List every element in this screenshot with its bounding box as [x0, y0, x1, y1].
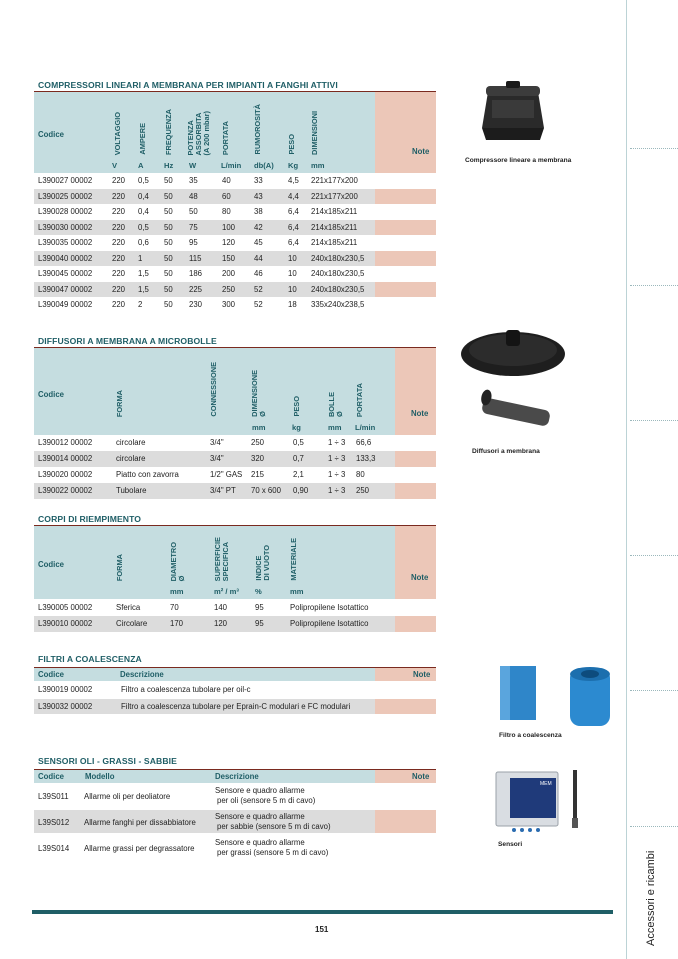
table-row: L390028 00002 220 0,4 50 50 80 38 6,4 214x185x211 — [38, 207, 358, 216]
svg-text:MEM: MEM — [540, 781, 552, 787]
table-row: L39S014 Allarme grassi per degrassatore Sensore e quadro allarme per grassi (sensore 5 m di cavo) — [38, 838, 329, 857]
header-potenza: POTENZA ASSORBITA (A 200 mbar) — [186, 110, 211, 155]
compressori-title: COMPRESSORI LINEARI A MEMBRANA PER IMPIANTI A FANGHI ATTIVI — [38, 80, 338, 90]
header-note: Note — [412, 147, 430, 156]
table-row: L39S011 Allarme oli per deoliatore Sensore e quadro allarme per oli (sensore 5 m di cavo) — [38, 786, 316, 805]
sensori-header: Codice Modello Descrizione Note — [34, 769, 436, 783]
header-rumorosita: RUMOROSITÀ — [253, 104, 262, 155]
table-row: L390040 00002 220 1 50 115 150 44 10 240x180x230,5 — [34, 251, 436, 267]
header-peso: PESO — [287, 134, 296, 155]
table-row: L390025 00002 220 0,4 50 48 60 43 4,4 221x177x200 — [34, 189, 436, 205]
header-codice: Codice — [38, 130, 64, 139]
sensor-image — [494, 768, 584, 834]
compressori-units: V A Hz W L/min db(A) Kg mm — [34, 159, 436, 173]
table-row: L390045 00002 220 1,5 50 186 200 46 10 240x180x230,5 — [38, 269, 365, 278]
compressor-image — [478, 78, 548, 148]
table-row: L390035 00002 220 0,6 50 95 120 45 6,4 214x185x211 — [38, 238, 358, 247]
table-row: L390014 00002 circolare 3/4" 320 0,7 1 ÷ 3 133,3 — [34, 451, 436, 467]
filtri-title: FILTRI A COALESCENZA — [38, 654, 142, 664]
header-ampere: AMPERE — [138, 123, 147, 155]
header-voltaggio: VOLTAGGIO — [113, 111, 122, 155]
table-row: L390010 00002 Circolare 170 120 95 Polipropilene Isotattico — [34, 616, 436, 632]
filtri-header: Codice Descrizione Note — [34, 667, 436, 681]
table-row: L39S012 Allarme fanghi per dissabbiatore Sensore e quadro allarme per sabbie (sensore 5 m di cavo) — [34, 810, 436, 833]
table-row: L390005 00002 Sferica 70 140 95 Polipropilene Isotattico — [38, 603, 369, 612]
header-frequenza: FREQUENZA — [164, 109, 173, 155]
table-row: L390049 00002 220 2 50 230 300 52 18 335x240x238,5 — [38, 300, 365, 309]
table-row: L390012 00002 circolare 3/4" 250 0,5 1 ÷ 3 66,6 — [38, 438, 372, 447]
sensori-title: SENSORI OLI - GRASSI - SABBIE — [38, 756, 177, 766]
diffusori-caption: Diffusori a membrana — [472, 448, 540, 455]
diffusori-units: mm kg mm L/min — [34, 421, 436, 435]
sensori-caption: Sensori — [498, 841, 523, 848]
header-dimensioni: DIMENSIONI — [310, 111, 319, 155]
compressori-caption: Compressore lineare a membrana — [465, 157, 572, 164]
table-row: L390022 00002 Tubolare 3/4" PT 70 x 600 0,90 1 ÷ 3 250 — [34, 483, 436, 499]
footer-bar — [32, 910, 613, 914]
corpi-title: CORPI DI RIEMPIMENTO — [38, 514, 142, 524]
table-row: L390047 00002 220 1,5 50 225 250 52 10 240x180x230,5 — [34, 282, 436, 298]
page-number: 151 — [315, 925, 329, 934]
diffuser-image — [460, 328, 570, 448]
table-row: L390032 00002 Filtro a coalescenza tubolare per Eprain-C modulari e FC modulari — [34, 699, 436, 715]
diffusori-header: Codice FORMA CONNESSIONE DIMENSIONE Ø PESO BOLLE Ø PORTATA Note — [34, 347, 436, 421]
side-section-label: Accessori e ricambi — [645, 850, 657, 946]
corpi-header: Codice FORMA DIAMETRO Ø SUPERFICIE SPECIFICA INDICE DI VUOTO MATERIALE Note — [34, 525, 436, 585]
compressori-header — [34, 91, 436, 159]
table-row: L390020 00002 Piatto con zavorra 1/2" GAS 215 2,1 1 ÷ 3 80 — [38, 470, 365, 479]
diffusori-title: DIFFUSORI A MEMBRANA A MICROBOLLE — [38, 336, 217, 346]
table-row: L390030 00002 220 0,5 50 75 100 42 6,4 214x185x211 — [34, 220, 436, 236]
table-row: L390027 00002 220 0,5 50 35 40 33 4,5 221x177x200 — [38, 176, 358, 185]
table-row: L390019 00002 Filtro a coalescenza tubolare per oil-c — [38, 685, 251, 694]
sidebar-divider — [626, 0, 627, 959]
corpi-units: mm m² / m³ % mm — [34, 585, 436, 599]
header-portata: PORTATA — [221, 120, 230, 155]
filtri-caption: Filtro a coalescenza — [499, 732, 562, 739]
filter-image — [496, 664, 614, 728]
